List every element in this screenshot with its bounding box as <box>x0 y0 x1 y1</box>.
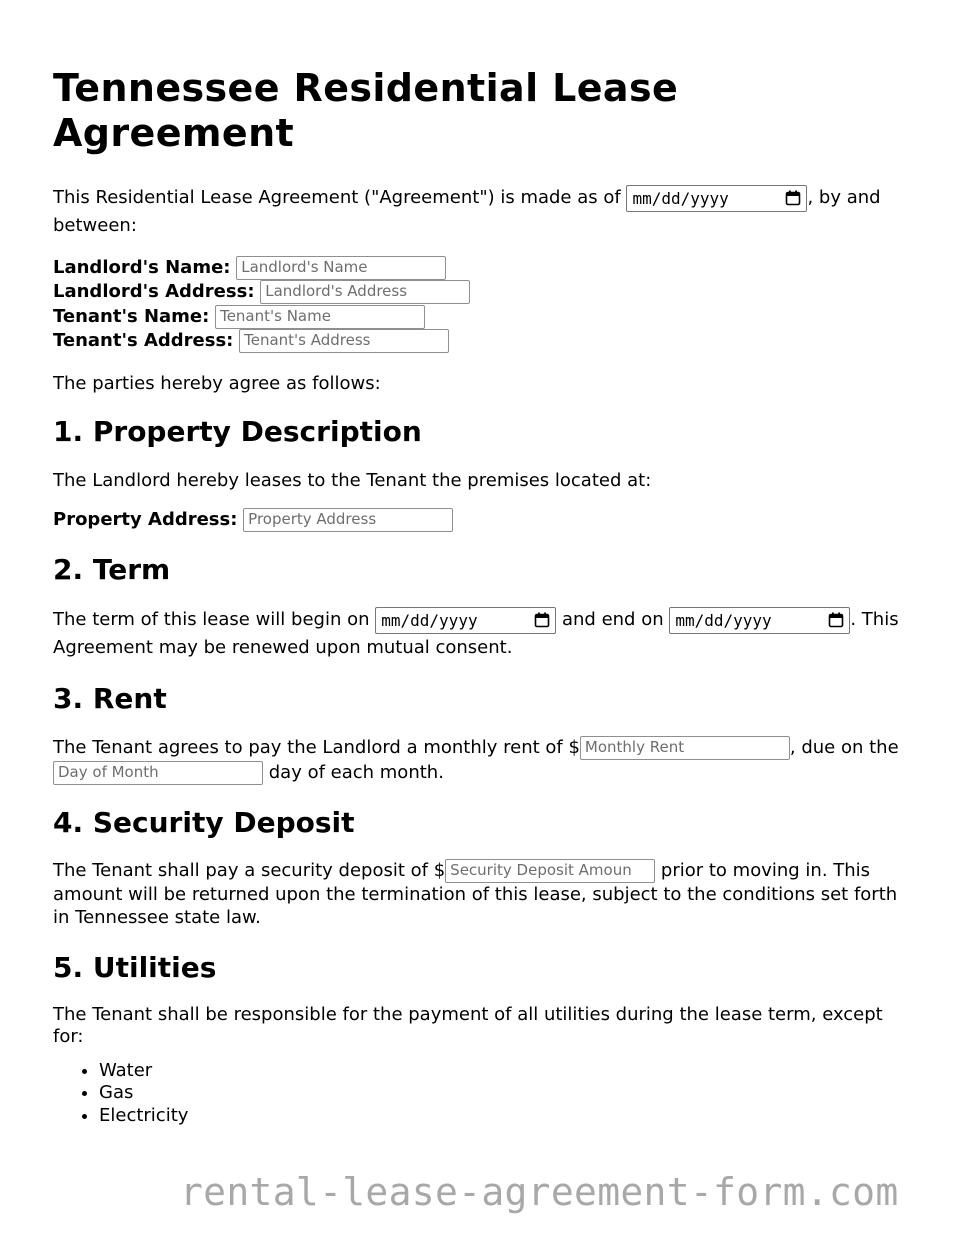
deposit-paragraph <box>53 859 913 929</box>
list-item: • Water <box>99 1060 913 1083</box>
calendar-icon[interactable] <box>534 612 550 628</box>
intro-text-before: This Residential Lease Agreement ("Agreement") is made as of <box>53 187 621 208</box>
term-text-middle: and end on <box>561 609 664 631</box>
section-heading-rent: 3. Rent <box>53 681 167 715</box>
page-title: Tennessee Residential Lease Agreement <box>53 66 679 155</box>
section-heading-term: 2. Term <box>53 553 171 587</box>
party-label: Landlord's Name: <box>53 256 231 278</box>
parties-note: The parties hereby agree as follows: <box>53 372 381 394</box>
security-deposit-input[interactable]: Security Deposit Amoun <box>445 859 655 883</box>
rent-text-after: day of each month. <box>268 761 444 783</box>
deposit-text-before: The Tenant shall pay a security deposit of $ <box>53 859 446 881</box>
watermark: rental-lease-agreement-form.com <box>180 1170 899 1214</box>
section-heading-property: 1. Property Description <box>53 414 422 448</box>
intro-text-after: , by and between: <box>53 187 881 236</box>
lease-document <box>53 66 913 1127</box>
agreement-date-input[interactable] <box>626 185 807 212</box>
list-item: • Gas <box>99 1082 913 1105</box>
term-text-before: The term of this lease will begin on <box>53 609 370 631</box>
term-text-after: . This Agreement may be renewed upon mutual consent. <box>53 609 899 658</box>
calendar-icon[interactable] <box>785 190 801 206</box>
party-landlord-address <box>53 280 913 305</box>
lease-start-date-input[interactable] <box>375 607 556 634</box>
utilities-text: The Tenant shall be responsible for the payment of all utilities during the lease term, except for: <box>53 1003 883 1047</box>
property-address-row <box>53 508 913 532</box>
property-text: The Landlord hereby leases to the Tenant the premises located at: <box>53 469 652 491</box>
tenant-address-input[interactable]: Tenant's Address <box>239 329 449 353</box>
lease-start-date-placeholder: mm/dd/yyyy <box>381 610 478 630</box>
day-of-month-input[interactable]: Day of Month <box>53 761 263 785</box>
party-tenant-name <box>53 305 913 330</box>
list-item: • Electricity <box>99 1105 913 1128</box>
term-paragraph <box>53 606 913 661</box>
landlord-address-input[interactable]: Landlord's Address <box>260 280 470 304</box>
section-heading-utilities: 5. Utilities <box>53 950 217 984</box>
calendar-icon[interactable] <box>828 612 844 628</box>
rent-paragraph <box>53 735 913 785</box>
party-tenant-address <box>53 329 913 354</box>
rent-text-before: The Tenant agrees to pay the Landlord a monthly rent of $ <box>53 736 580 758</box>
property-address-label: Property Address: <box>53 509 238 531</box>
utilities-exception-list <box>53 1060 913 1128</box>
lease-end-date-placeholder: mm/dd/yyyy <box>675 610 772 630</box>
tenant-name-input[interactable]: Tenant's Name <box>215 305 425 329</box>
lease-end-date-input[interactable] <box>669 607 850 634</box>
party-label: Tenant's Name: <box>53 305 210 327</box>
landlord-name-input[interactable]: Landlord's Name <box>236 256 446 280</box>
section-heading-security-deposit: 4. Security Deposit <box>53 805 355 839</box>
deposit-text-after: prior to moving in. This amount will be returned upon the termination of this lease, subject to the conditions set forth in Tennessee state law. <box>53 859 898 928</box>
rent-text-middle: , due on the <box>789 736 899 758</box>
party-label: Tenant's Address: <box>53 330 234 351</box>
intro-paragraph <box>53 184 913 239</box>
monthly-rent-input[interactable]: Monthly Rent <box>580 736 790 760</box>
agreement-date-placeholder: mm/dd/yyyy <box>632 188 729 208</box>
party-landlord-name <box>53 256 913 281</box>
party-label: Landlord's Address: <box>53 281 255 302</box>
property-address-input[interactable]: Property Address <box>243 508 453 532</box>
